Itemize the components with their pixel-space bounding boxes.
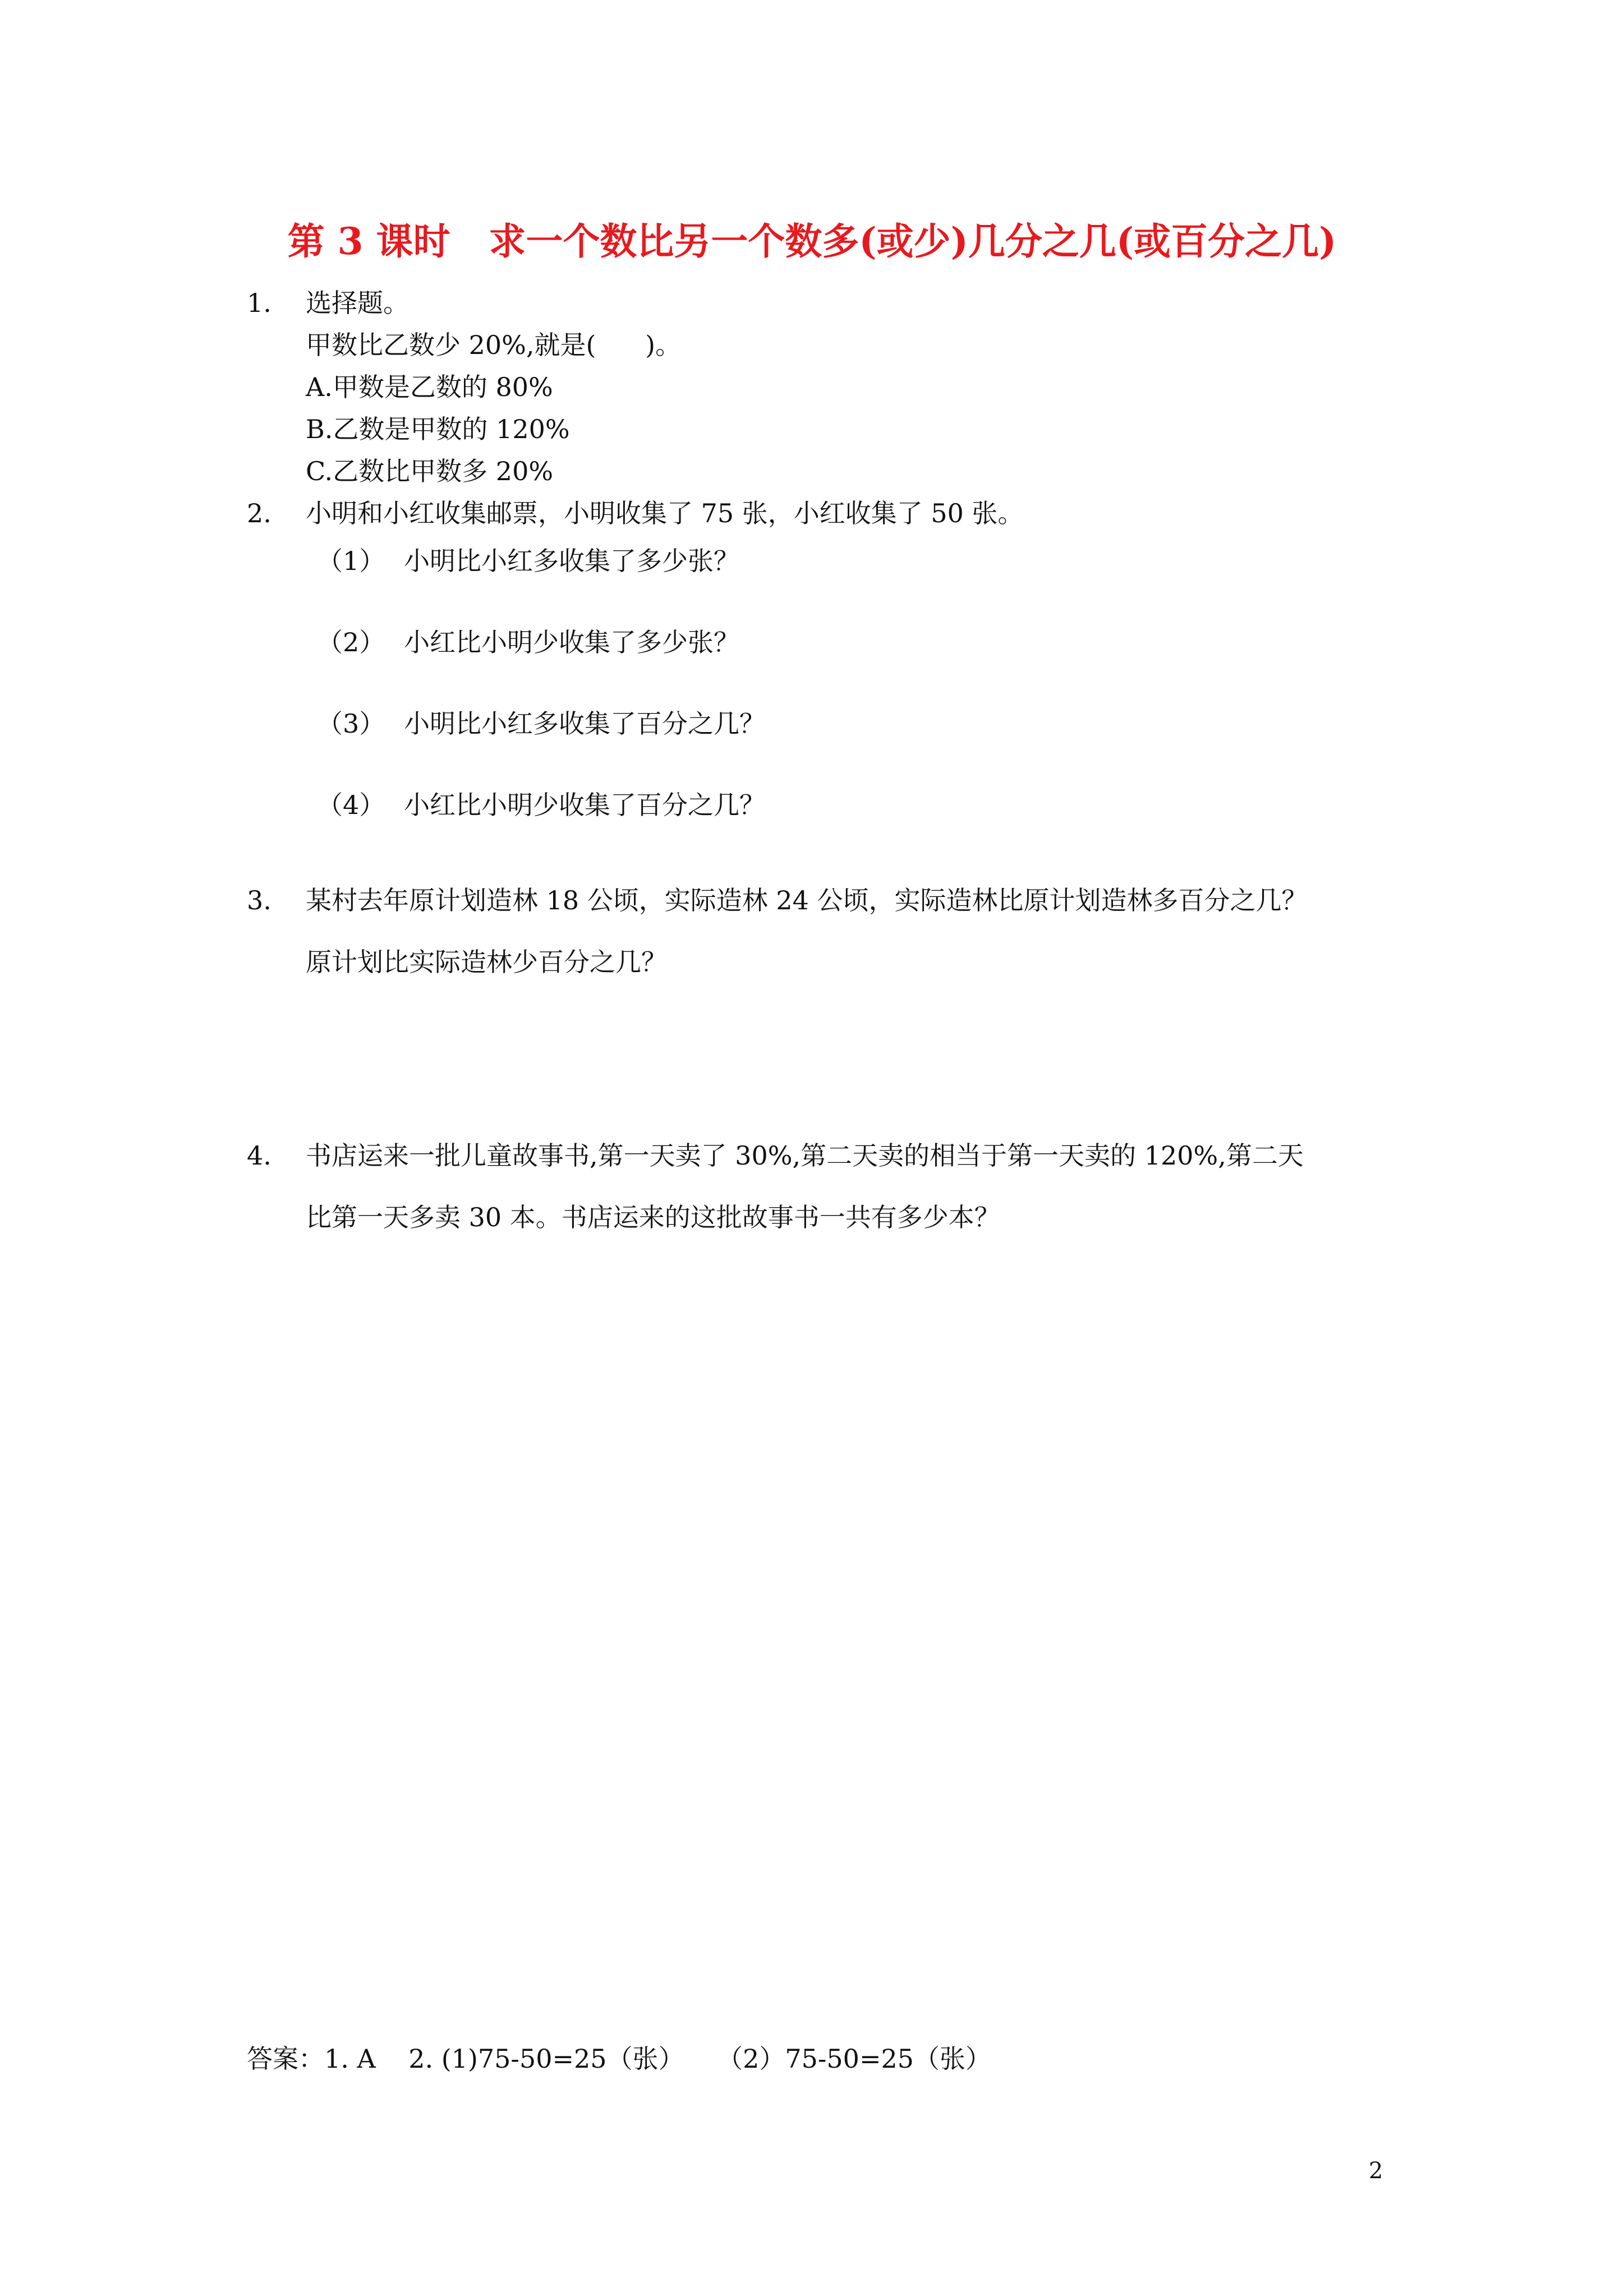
question-2-sub-4-text: 小红比小明少收集了百分之几？ [404, 790, 765, 820]
question-2-sub-1-number: （1） [317, 546, 385, 576]
page-number: 2 [1369, 2158, 1383, 2184]
question-3-line-1: 某村去年原计划造林 18 公顷，实际造林 24 公顷，实际造林比原计划造林多百分之几？ [306, 885, 1308, 915]
page-title: 第 3 课时 求一个数比另一个数多(或少)几分之几(或百分之几) [287, 219, 1337, 263]
question-4-line-2: 比第一天多卖 30 本。书店运来的这批故事书一共有多少本？ [306, 1202, 1000, 1232]
question-2-sub-2-number: （2） [317, 627, 385, 657]
question-3-line-2: 原计划比实际造林少百分之几？ [306, 947, 667, 977]
question-2-sub-1-text: 小明比小红多收集了多少张？ [404, 546, 739, 576]
question-3-number: 3. [247, 885, 272, 915]
question-2-number: 2. [247, 498, 272, 528]
question-2-sub-3-text: 小明比小红多收集了百分之几？ [404, 708, 765, 739]
question-4-number: 4. [247, 1140, 272, 1171]
question-4-line-1: 书店运来一批儿童故事书,第一天卖了 30%,第二天卖的相当于第一天卖的 120%,第二天 [306, 1140, 1304, 1171]
question-2-sub-3-number: （3） [317, 708, 385, 739]
question-1-option-c: C.乙数比甲数多 20% [306, 456, 554, 486]
question-1-option-a: A.甲数是乙数的 80% [306, 372, 553, 402]
question-2-sub-4-number: （4） [317, 790, 385, 820]
question-1-option-b: B.乙数是甲数的 120% [306, 414, 570, 444]
question-2-sub-2-text: 小红比小明少收集了多少张？ [404, 627, 739, 657]
question-1-number: 1. [247, 288, 272, 318]
answer-key: 答案：1. A 2. (1)75-50=25（张） （2）75-50=25（张） [247, 2044, 992, 2074]
question-1-prompt: 选择题。 [306, 288, 409, 318]
question-1-stem: 甲数比乙数少 20%,就是( )。 [306, 330, 682, 360]
question-2-text: 小明和小红收集邮票，小明收集了 75 张，小红收集了 50 张。 [306, 498, 1024, 528]
